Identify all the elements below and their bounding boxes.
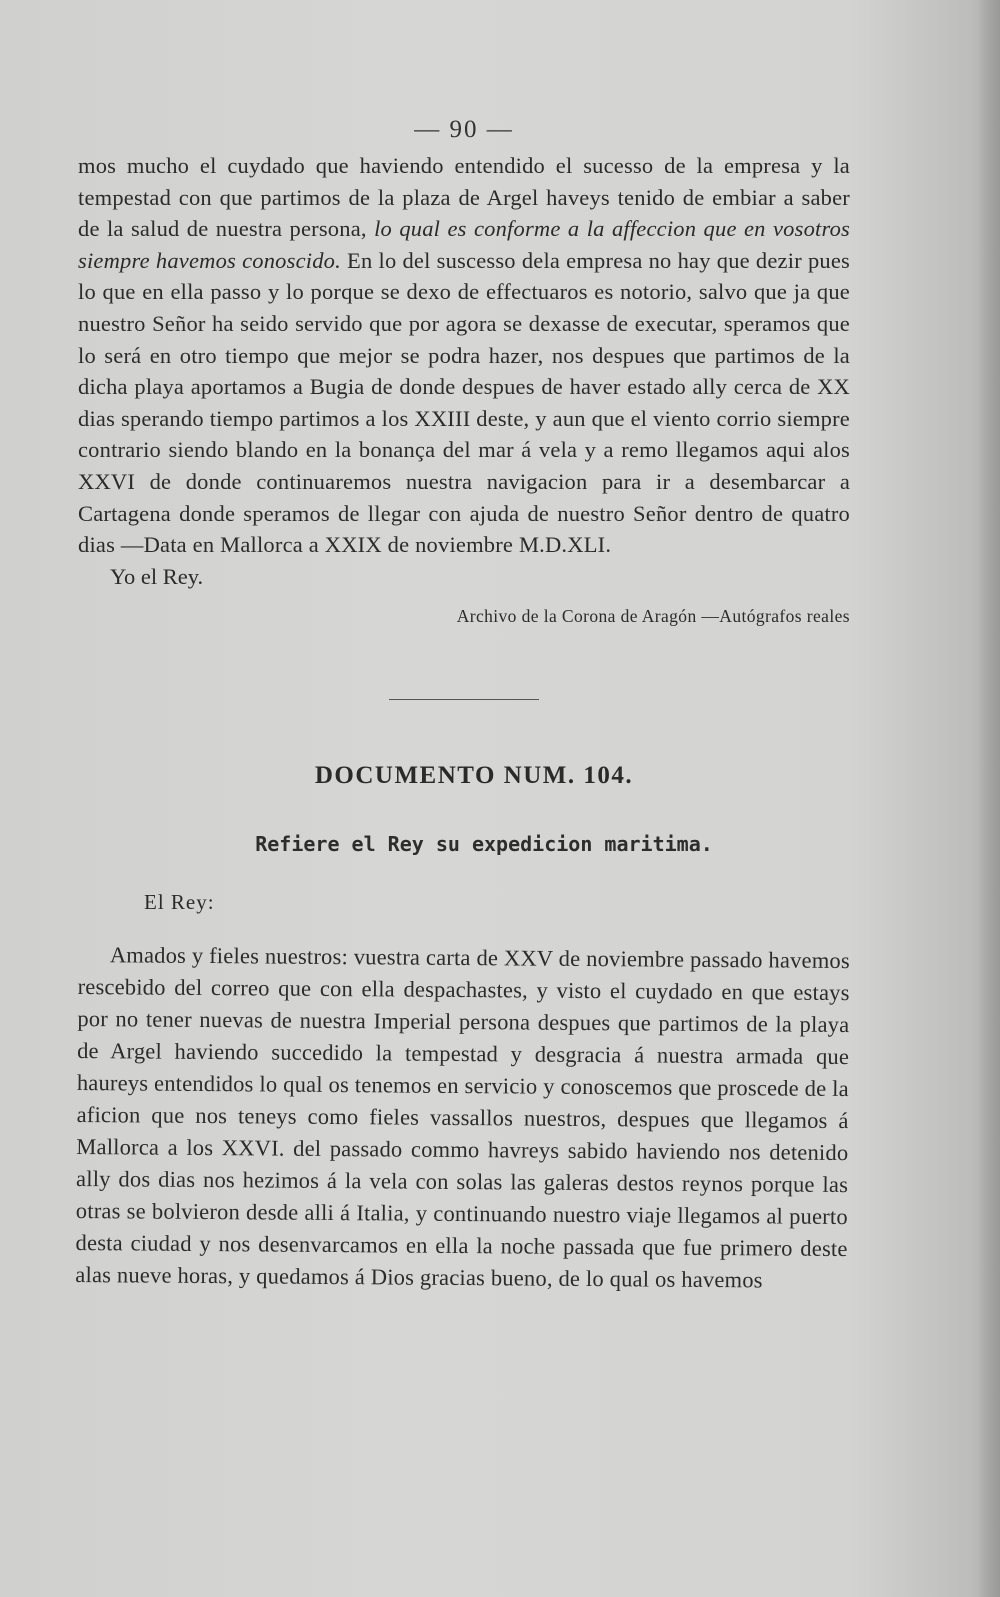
previous-document-body (78, 150, 850, 561)
body-text-italic: lo qual es conforme a la affeccion que en vosotros siempre havemos conoscido. (78, 216, 850, 273)
page-edge-shadow (978, 0, 1000, 1597)
document-title: DOCUMENTO NUM. 104. (314, 762, 634, 790)
page-number: — 90 — (414, 116, 514, 143)
archive-source: Archivo de la Corona de Aragón —Autógrafos reales (456, 606, 850, 627)
page-content (75, 116, 851, 1293)
section-divider (389, 699, 539, 700)
letter-body: Amados y fieles nuestros: vuestra carta de XXV de noviembre passado havemos rescebido del correo que con ella despachastes, y visto el cuydado en que estays por no tener nuevas de nuestra Imperial persona despues que partimos de la playa de Argel haviendo succedido la tempestad y desgracia á nuestra armada que haureys entendidos lo qual os tenemos en servicio y conoscemos que proscede de la aficion que nos teneys como fieles vassallos nuestros, despues que llegamos á Mallorca a los XXVI. del passado commo havreys sabido haviendo nos detenido ally dos dias nos hezimos á la vela con solas las galeras destos reynos porque las otras se bolvieron desde alli á Italia, y continuando nuestro viaje llegamos al puerto desta ciudad y nos desenvarcamos en ella la noche passada que fue primero deste alas nueve horas, y quedamos á Dios gracias bueno, de lo qual os havemos (75, 942, 850, 1293)
signature: Yo el Rey. (110, 563, 204, 589)
body-text-start: mos mucho el cuydado que haviendo entendido el sucesso de la empresa y la tempestad con que partimos de la plaza de Argel haveys tenido de embiar a saber de la salud de nuestra persona, (78, 153, 850, 242)
salutation: El Rey: (144, 890, 215, 915)
body-text-end: En lo del suscesso dela empresa no hay que dezir pues lo que en ella passo y lo porque se dexo de effectuaros es notorio, salvo que ja que nuestro Señor ha seido servido que por agora se dexasse de executar, speramos que lo será en otro tiempo que mejor se podra hazer, nos despues que partimos de la dicha playa aportamos a Bugia de donde despues de haver estado ally cerca de XX dias sperando tiempo partimos a los XXIII deste, y aun que el viento corrio siempre contrario siendo blando en la bonança del mar á vela y a remo llegamos aqui alos XXVI de donde continuaremos nuestra navigacion para ir a desembarcar a Cartagena donde speramos de llegar con ajuda de nuestro Señor dentro de quatro dias —Data en Mallorca a XXIX de noviembre M.D.XLI. (78, 247, 851, 558)
document-subtitle: Refiere el Rey su expedicion maritima. (255, 832, 713, 857)
